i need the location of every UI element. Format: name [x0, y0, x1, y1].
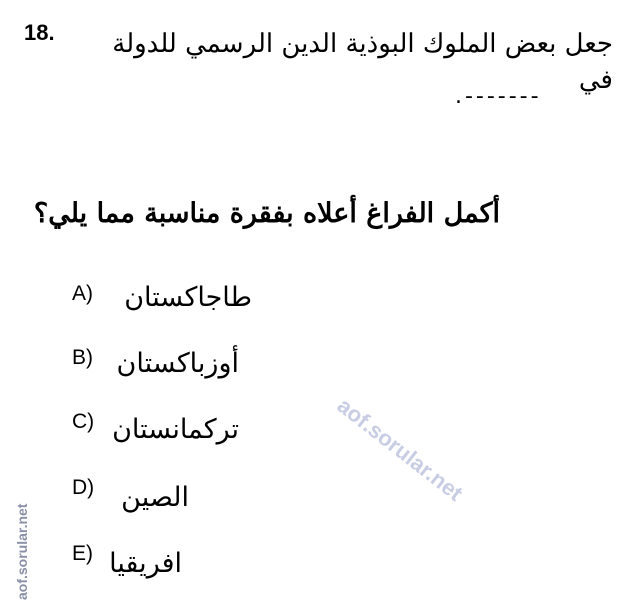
option-d-letter: D)	[72, 476, 95, 499]
question-prompt: أكمل الفراغ أعلاه بفقرة مناسبة مما يلي؟	[33, 198, 500, 229]
option-c-letter: C)	[72, 410, 95, 433]
watermark-diagonal: aof.sorular.net	[332, 392, 468, 506]
option-e-letter: E)	[72, 542, 93, 565]
option-b-letter: B)	[72, 346, 93, 369]
option-c-text: تركمانستان	[112, 414, 239, 445]
question-stem: جعل بعض الملوك البوذية الدين الرسمي للدولة في	[112, 29, 613, 95]
option-b-text: أوزباكستان	[116, 348, 239, 379]
option-d-text: الصين	[121, 482, 189, 513]
answer-blank: .-------	[455, 84, 542, 109]
watermark-side: aof.sorular.net	[14, 503, 30, 600]
option-a-text: طاجاكستان	[124, 282, 252, 313]
option-a-letter: A)	[72, 282, 93, 305]
option-e-text: افريقيا	[109, 548, 182, 579]
question-number: 18.	[24, 20, 55, 45]
